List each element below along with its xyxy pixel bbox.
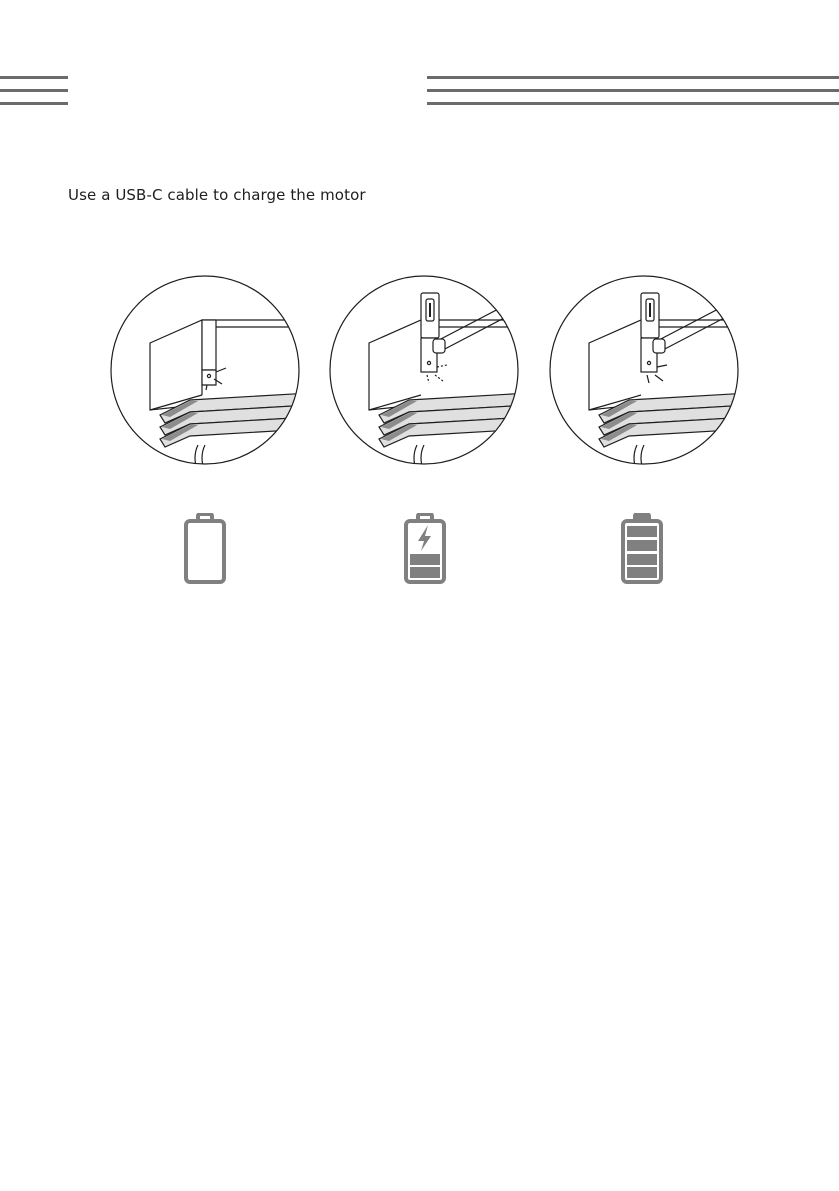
lightning-bolt-icon [418,525,431,551]
header-rule-left [0,76,68,115]
illustration-cable-charging [329,275,519,465]
battery-charging-icon [403,513,447,585]
illustration-cable-charged [549,275,739,465]
battery-empty-icon [183,513,227,585]
battery-full-icon [620,513,664,585]
charging-instruction: Use a USB-C cable to charge the motor [68,186,366,204]
illustration-port-closed [110,275,300,465]
header-rule-right [427,76,839,115]
